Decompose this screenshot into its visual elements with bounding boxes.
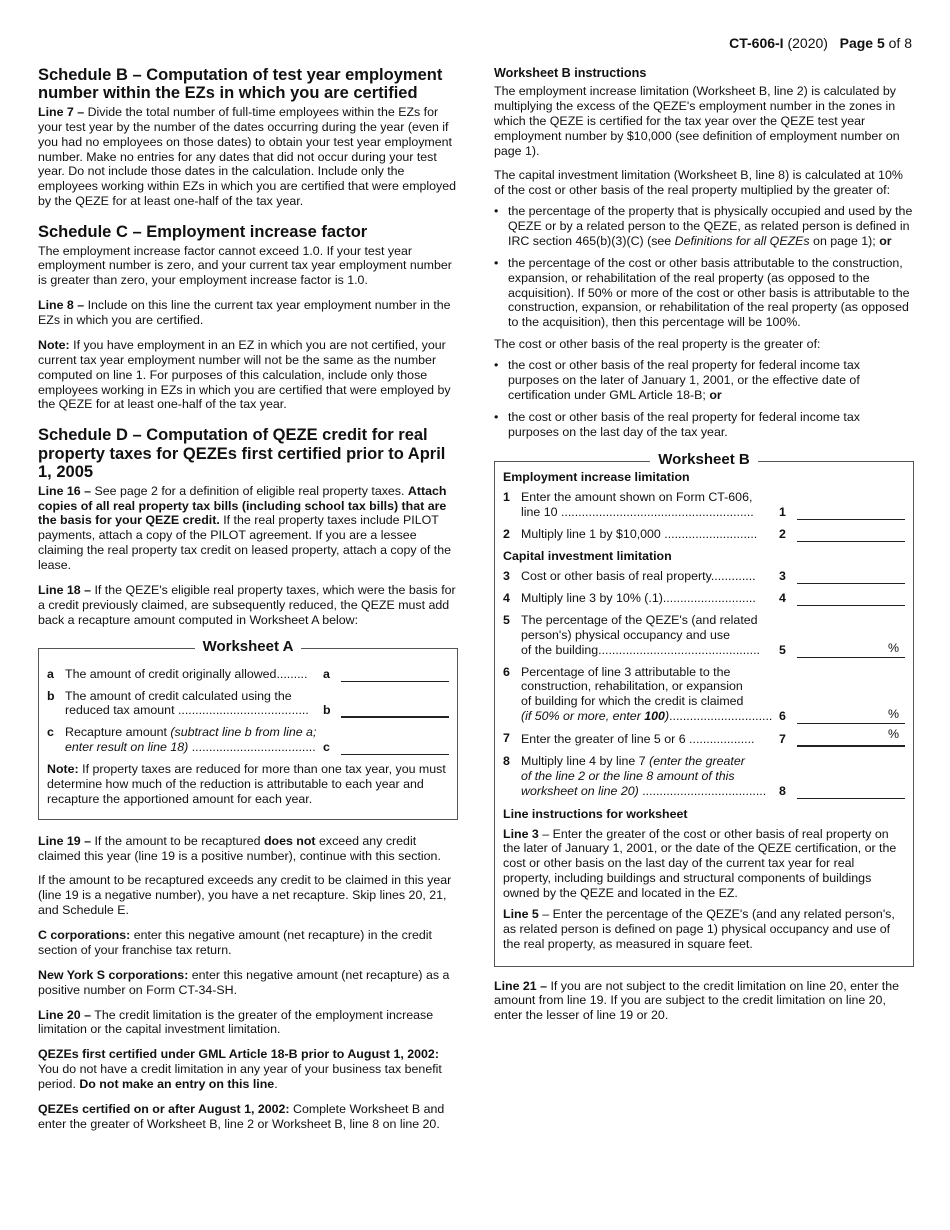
line21-text: Line 21 – If you are not subject to the credit limitation on line 20, enter the amount from line 19. If you are subject to the credit limitation on line 20, enter the lesser of line 19 or 20. bbox=[494, 978, 899, 1023]
worksheet-a-note: Note: If property taxes are reduced for more than one tax year, you must determine how much of the reduction is attributable to each year and recapture the apportioned amount for each year. bbox=[47, 762, 446, 806]
worksheet-a bbox=[38, 637, 458, 820]
worksheet-a-line-c-field[interactable] bbox=[341, 740, 449, 755]
line7-text: Line 7 – Divide the total number of full-time employees within the EZs for your test year by the number of the dates occurring during the year (even if you had no employees on those dates) to obtain your test year employment number. Make no entries for any dates that did not occur during your test year. Do not include those dates in the calculation. Include only the employees working within EZs in which you are certified that were employed by the QEZE for at least one-half of the tax year. bbox=[38, 104, 457, 209]
schedule-b-title: Schedule B – Computation of test year employment number within the EZs in which you are certified bbox=[38, 66, 443, 103]
worksheet-a-line-c: c Recapture amount (subtract line b from line a; enter result on line 18) .................................... c bbox=[47, 725, 449, 755]
capital-investment-heading: Capital investment limitation bbox=[503, 549, 672, 564]
employment-increase-heading: Employment increase limitation bbox=[503, 470, 690, 485]
worksheet-b-line-6-field[interactable]: % bbox=[797, 709, 905, 724]
line8-text: Line 8 – Include on this line the current tax year employment number in the EZs in which you are certified. bbox=[38, 298, 451, 328]
capital-limitation-list bbox=[494, 204, 914, 330]
worksheet-b-title: Worksheet B bbox=[495, 451, 913, 469]
page-total: of 8 bbox=[888, 35, 912, 51]
page-number: Page 5 bbox=[839, 35, 885, 51]
capital-limitation-text: The capital investment limitation (Worksheet B, line 8) is calculated at 10% of the cost or other basis of the real property multiplied by the greater of: bbox=[494, 168, 903, 198]
worksheet-a-line-b: b The amount of credit calculated using the reduced tax amount ...................................... b bbox=[47, 689, 449, 719]
qeze-after-2002-text: QEZEs certified on or after August 1, 2002: Complete Worksheet B and enter the greater of Worksheet B, line 2 or Worksheet B, line 8 on line 20. bbox=[38, 1101, 445, 1131]
cost-basis-text: The cost or other basis of the real property is the greater of: bbox=[494, 337, 821, 352]
worksheet-b-line-8-field[interactable] bbox=[797, 784, 905, 799]
line16-text: Line 16 – See page 2 for a definition of eligible real property taxes. Attach copies of all real property tax bills (including school tax bills) that are the basis for your QEZE credit. If the real property taxes include PILOT payments, attach a copy of the PILOT agreement. If you are a lessee claiming the real property tax credit on leased property, attach a copy of the lease. bbox=[38, 483, 452, 573]
schedule-d-title: Schedule D – Computation of QEZE credit for real property taxes for QEZEs first certified prior to April 1, 2005 bbox=[38, 426, 446, 482]
right-column bbox=[494, 66, 914, 1033]
worksheet-b-line-4: 4 Multiply line 3 by 10% (.1)........................... 4 bbox=[503, 591, 905, 606]
list-item: • the cost or other basis of the real property for federal income tax purposes on the last day of the tax year. bbox=[494, 410, 914, 440]
worksheet-b bbox=[494, 451, 914, 966]
worksheet-b-instructions bbox=[494, 66, 914, 439]
worksheet-b-line-2-field[interactable] bbox=[797, 527, 905, 542]
worksheet-b-line-1-field[interactable] bbox=[797, 505, 905, 520]
schedule-d bbox=[38, 426, 458, 627]
worksheet-b-line-5: 5 The percentage of the QEZE's (and related person's) physical occupancy and use of the building............................................... 5 % bbox=[503, 613, 905, 658]
worksheet-b-line-8: 8 Multiply line 4 by line 7 (enter the greater of the line 2 or the line 8 amount of this worksheet on line 20) .................................... 8 bbox=[503, 754, 905, 799]
c-corporations-text: C corporations: enter this negative amount (net recapture) in the credit section of your franchise tax return. bbox=[38, 928, 432, 957]
schedule-c-intro: The employment increase factor cannot exceed 1.0. If your test year employment number is zero, and your current tax year employment number is greater than zero, your employment increase factor is 1.0. bbox=[38, 243, 452, 288]
list-item: • the cost or other basis of the real property for federal income tax purposes on the later of January 1, 2001, or the effective date of certification under GML Article 18-B; or bbox=[494, 358, 914, 403]
schedule-b bbox=[38, 66, 458, 209]
page-header bbox=[729, 35, 912, 52]
cost-basis-list bbox=[494, 358, 914, 439]
left-column bbox=[38, 66, 458, 1142]
employment-limitation-text: The employment increase limitation (Worksheet B, line 2) is calculated by multiplying the excess of the QEZE's employment number in the zones in which the QEZE is certified for the tax year over the QEZE test year employment number by $10,000 (see definition of employment number on page 1). bbox=[494, 84, 900, 158]
form-year: (2020) bbox=[787, 35, 828, 51]
worksheet-a-line-a-field[interactable] bbox=[341, 667, 449, 682]
line20-text: Line 20 – The credit limitation is the greater of the employment increase limitation or the capital investment limitation. bbox=[38, 1007, 434, 1037]
ny-s-corporations-text: New York S corporations: enter this negative amount (net recapture) as a positive number on Form CT-34-SH. bbox=[38, 967, 450, 997]
worksheet-b-line-7: 7 Enter the greater of line 5 or 6 ................... 7 % bbox=[503, 731, 905, 747]
worksheet-b-line-3-field[interactable] bbox=[797, 569, 905, 584]
schedule-c bbox=[38, 223, 458, 412]
worksheet-b-instructions-title: Worksheet B instructions bbox=[494, 66, 647, 80]
worksheet-b-line-6: 6 Percentage of line 3 attributable to the construction, rehabilitation, or expansion of building for which the credit is claimed (if 50% or more, enter 100).............................. 6 % bbox=[503, 665, 905, 725]
line19-text: Line 19 – If the amount to be recaptured does not exceed any credit claimed this year (line 19 is a positive number), continue with this section. bbox=[38, 833, 441, 863]
worksheet-b-line-1: 1 Enter the amount shown on Form CT-606, line 10 ........................................................ 1 bbox=[503, 490, 905, 520]
schedule-c-note: Note: If you have employment in an EZ in which you are not certified, your current tax year employment number will not be the same as the number computed on line 1. For purposes of this calculation, include only those employees working in EZs in which you are certified that were employed by the QEZE for at least one-half of the tax year. bbox=[38, 337, 451, 412]
worksheet-b-line-2: 2 Multiply line 1 by $10,000 ........................... 2 bbox=[503, 527, 905, 542]
form-number: CT-606-I bbox=[729, 35, 784, 51]
worksheet-b-line-4-field[interactable] bbox=[797, 591, 905, 606]
worksheet-a-line-b-field[interactable] bbox=[341, 702, 449, 718]
worksheet-b-line-7-field[interactable]: % bbox=[797, 731, 905, 747]
line19-20-section bbox=[38, 834, 458, 1132]
worksheet-a-title: Worksheet A bbox=[39, 638, 457, 656]
line-instructions-heading: Line instructions for worksheet bbox=[503, 806, 688, 821]
line18-text: Line 18 – If the QEZE's eligible real property taxes, which were the basis for a credit previously claimed, are subsequently reduced, the QEZE must add back a recapture amount computed in Worksheet A below: bbox=[38, 582, 456, 627]
list-item: • the percentage of the cost or other basis attributable to the construction, expansion, or rehabilitation of the real property (as opposed to the acquisition). If 50% or more of the cost or other basis is attributable to the construction, expansion, or rehabilitation of the real property (as opposed to the acquisition), then this percentage will be 100%. bbox=[494, 256, 914, 330]
list-item: • the percentage of the property that is physically occupied and used by the QEZE or by a related person to the QEZE, as related person is defined in IRC section 465(b)(3)(C) (see Definitions for all QEZEs on page 1); or bbox=[494, 204, 914, 249]
worksheet-b-line-5-field[interactable]: % bbox=[797, 643, 905, 658]
qeze-prior-2002-text: QEZEs first certified under GML Article 18-B prior to August 1, 2002: You do not have a credit limitation in any year of your business tax benefit period. Do not make an entry on this line. bbox=[38, 1047, 442, 1092]
worksheet-a-line-a: a The amount of credit originally allowed......... a bbox=[47, 667, 449, 682]
line19-net-recapture: If the amount to be recaptured exceeds any credit to be claimed in this year (line 19 is a negative number), you have a net recapture. Skip lines 20, 21, and Schedule E. bbox=[38, 873, 452, 918]
worksheet-b-line-3: 3 Cost or other basis of real property............. 3 bbox=[503, 569, 905, 584]
line5-instructions: Line 5 – Enter the percentage of the QEZE's (and any related person's, as related person is defined on page 1) physical occupancy and use of the real property, as measured in square feet. bbox=[503, 906, 895, 951]
schedule-c-title: Schedule C – Employment increase factor bbox=[38, 223, 368, 242]
line3-instructions: Line 3 – Enter the greater of the cost or other basis of real property on the later of January 1, 2001, or the date of the QEZE certification, or the cost or other basis on the last day of the current tax year for real property, including buildings and structural components of buildings owned by the QEZE and located in the EZ. bbox=[503, 826, 897, 901]
